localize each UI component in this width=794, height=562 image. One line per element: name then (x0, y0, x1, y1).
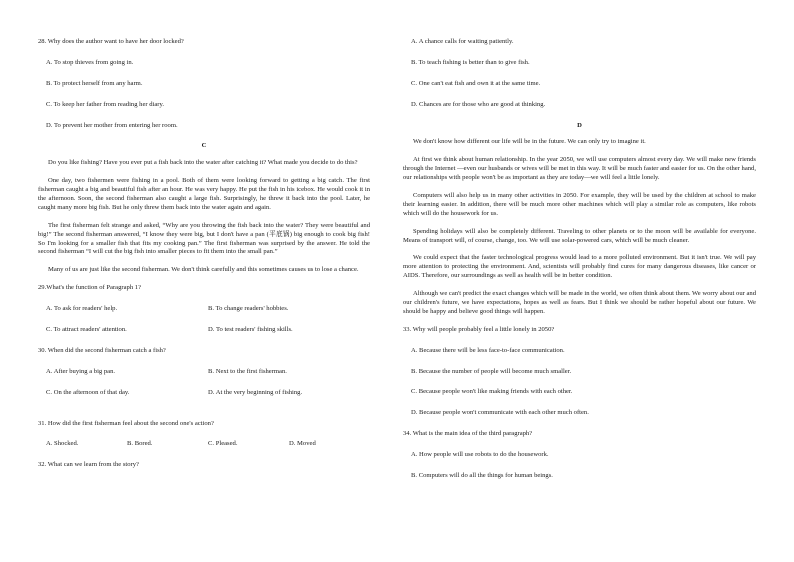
passage-c-paragraph-4: Many of us are just like the second fisherman. We don't think carefully and this sometimes causes us to lose a chance. (48, 266, 359, 274)
question-31-option-d: D. Moved (289, 440, 316, 448)
question-30-option-d: D. At the very beginning of fishing. (208, 388, 303, 396)
question-30-option-b: B. Next to the first fisherman. (208, 367, 287, 375)
passage-d-paragraph-2: At first we think about human relationship. In the year 2050, we will use computers almost every day. We will make new friends through the Internet —even our husbands or wives will be met in this way. It will be much faster and easier for us. On the other hand, our relationships with people won't be as important as they are today—we will feel a little lonely. (403, 156, 756, 182)
passage-d-paragraph-3: Computers will also help us in many other activities in 2050. For example, they will be used by the children at school to make their learning easier. In addition, there will be much more other machines which will play a similar role as computers, like robots which will do the housework for us. (403, 192, 756, 217)
passage-c-paragraph-1: Do you like fishing? Have you ever put a fish back into the water after catching it? What made you decide to do this? (48, 159, 358, 167)
question-33-stem: 33. Why will people probably feel a little lonely in 2050? (403, 325, 555, 333)
question-29-stem: 29.What's the function of Paragraph 1? (38, 284, 141, 292)
question-34-option-a: A. How people will use robots to do the housework. (411, 451, 549, 459)
question-32-option-c: C. One can't eat fish and own it at the same time. (411, 79, 541, 87)
passage-d-paragraph-1: We don't know how different our life will be in the future. We can only try to imagine it. (413, 138, 646, 146)
question-30-option-c: C. On the afternoon of that day. (46, 388, 130, 396)
question-31-option-c: C. Pleased. (208, 440, 238, 448)
question-32-option-a: A. A chance calls for waiting patiently. (411, 38, 514, 45)
question-28-option-c: C. To keep her father from reading her diary. (46, 100, 164, 108)
right-column (403, 38, 756, 493)
question-33-option-c: C. Because people won't like making friends with each other. (411, 388, 573, 396)
question-30-option-a: A. After buying a big pan. (46, 367, 116, 375)
question-30-options-row-2 (46, 389, 370, 398)
question-29-option-c: C. To attract readers' attention. (46, 326, 127, 334)
question-28-option-d: D. To prevent her mother from entering her room. (46, 121, 178, 129)
question-29-options-row-2 (46, 326, 370, 335)
question-33-option-a: A. Because there will be less face-to-face communication. (411, 346, 565, 354)
question-28-stem: 28. Why does the author want to have her door locked? (38, 38, 184, 45)
question-29-option-a: A. To ask for readers' help. (46, 305, 118, 313)
question-32-stem: 32. What can we learn from the story? (38, 461, 139, 469)
question-28-option-a: A. To stop thieves from going in. (46, 58, 134, 66)
passage-c-paragraph-3: The first fisherman felt strange and asked, “Why are you throwing the fish back into the water? They were beautiful and big!” The second fisherman answered, “I know they were big, but I don't have a pan (平底锅) big enough to cook big fish! So I'm looking for a smaller fish that fits my cooking pan.” The first fisherman was surprised by the answer. He told the second fisherman “I will cut the big fish into smaller pieces to fit them into the small pan.” (38, 221, 370, 256)
question-32-option-d: D. Chances are for those who are good at thinking. (411, 100, 546, 108)
passage-c-paragraph-2: One day, two fishermen were fishing in a pool. Both of them were looking forward to getting a big catch. The first fisherman caught a big and beautiful fish after an hour. He was very happy. He put the fish in his icebox. He would cook it in the afternoon. Soon, the second fisherman also caught a large fish. Surprisingly, he threw it back into the pool. Later, he caught many more big fish. But he only threw them back into the water again and again. (38, 177, 370, 211)
passage-d-paragraph-4: Spending holidays will also be completely different. Traveling to other planets or to the moon will be available for everyone. Means of transport will, of course, change, too. We will use solar-powered cars, which will be much cleaner. (403, 227, 756, 244)
passage-d-paragraph-5: We could expect that the faster technological progress would lead to a more polluted environment. But it isn't true. We will pay more attention to protecting the environment. And, scientists will probably find cures for many dangerous diseases, like cancer or AIDS. Therefore, our surroundings as well as health will be in better condition. (403, 254, 756, 280)
left-column (38, 38, 370, 482)
question-33-option-d: D. Because people won't communicate with each other much often. (411, 409, 589, 417)
passage-d-paragraph-6: Although we can't predict the exact changes which will be made in the world, we often think about them. We worry about our and our children's future, we have expectations, hopes as well as fears. But I think we should be rather hopeful about our future. We should be happy and believe good things will happen. (403, 290, 756, 315)
question-33-option-b: B. Because the number of people will become much smaller. (411, 367, 572, 375)
question-34-option-b: B. Computers will do all the things for human beings. (411, 472, 553, 480)
question-31-option-a: A. Shocked. (46, 440, 79, 448)
passage-c-heading: C (201, 142, 207, 150)
question-28-option-b: B. To protect herself from any harm. (46, 79, 143, 87)
question-29-option-b: B. To change readers' hobbies. (208, 305, 289, 313)
question-31-stem: 31. How did the first fisherman feel about the second one's action? (38, 419, 214, 427)
spacer (38, 410, 370, 420)
question-32-option-b: B. To teach fishing is better than to give fish. (411, 58, 530, 66)
question-29-option-d: D. To test readers' fishing skills. (208, 326, 293, 334)
question-31-option-b: B. Bored. (127, 440, 153, 448)
passage-d-heading: D (577, 121, 582, 129)
question-34-stem: 34. What is the main idea of the third paragraph? (403, 430, 533, 438)
question-29-options-row-1 (46, 305, 370, 314)
question-30-options-row-1 (46, 368, 370, 377)
question-31-options (46, 440, 370, 449)
question-30-stem: 30. When did the second fisherman catch a fish? (38, 346, 166, 354)
